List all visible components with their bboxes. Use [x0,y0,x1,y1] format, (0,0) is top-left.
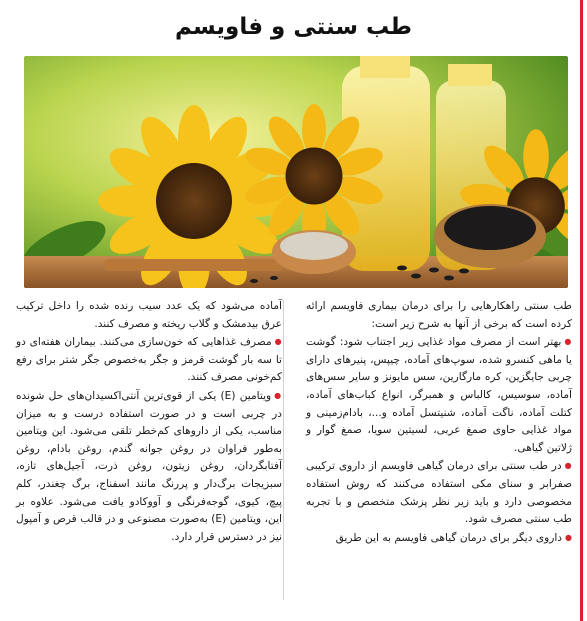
right-intro-paragraph: طب سنتی راهکارهایی را برای درمان بیماری فاویسم ارائه کرده است که برخی از آنها به شرح زیر است: [306,300,572,330]
left-bullet-text-2: ویتامین (E) یکی از قوی‌ترین آنتی‌اکسیدان‌های حل شونده در چربی است و در صورت استفاده درست و به میزان مناسب، یکی از داروهای کم‌خطر تلقی می‌شود. این ویتامین به‌طور فراوان در روغن جوانه گندم، روغن بادام، روغن آفتابگردان، روغن زیتون، روغن ذرت، آجیل‌های تازه، سبزیجات برگ‌دار و پررنگ مانند اسفناج، برگ چغندر، کلم پیچ، کیوی، گوجه‌فرنگی و آووکادو یافت می‌شود. علاوه بر این، ویتامین (E) به‌صورت مصنوعی و در قالب قرص و آمپول نیز در دسترس قرار دارد. [16,389,282,543]
right-bullet-text-2: در طب سنتی برای درمان گیاهی فاویسم از داروی ترکیبی صفرابر و سنای مکی استفاده می‌کنند که روش استفاده مخصوصی دارد و باید زیر نظر پزشک متخصص و با تجربه طب سنتی مصرف شود. [306,460,572,526]
column-divider [283,300,284,600]
left-intro-paragraph: آماده می‌شود که یک عدد سیب رنده شده را داخل ترکیب عرق بیدمشک و گلاب ریخته و مصرف کنند. [16,300,282,330]
right-column [306,298,572,547]
right-bullet-text-3: داروی دیگر برای درمان گیاهی فاویسم به این طریق [335,531,563,544]
left-bullet-blood-building-foods [16,333,282,387]
article-title: طب سنتی و فاویسم [174,14,413,40]
right-bullet-other-remedy [306,529,572,548]
left-column [16,298,282,546]
article-body [16,298,572,618]
left-bullet-text-1: مصرف غذاهایی که خون‌سازی می‌کنند. بیماران هفته‌ای دو تا سه بار گوشت قرمز و جگر به‌خصوص جگر شتر برای رفع کم‌خونی مصرف کنند. [16,336,282,384]
page-edge-rule [580,0,583,621]
sunflower-oil-illustration [24,56,568,288]
left-bullet-vitamin-e [16,387,282,546]
right-bullet-foods-to-avoid [306,333,572,457]
article-photo [24,56,568,288]
right-bullet-text-1: بهتر است از مصرف مواد غذایی زیر اجتناب شود: گوشت یا ماهی کنسرو شده، سوپ‌های آماده، چیپس، پنیرهای دارای چربی جایگزین، کره مارگارین، سس مایونز و سایر سس‌های آماده، سوسیس، کالباس و همبرگر، انواع کباب‌های آماده، کتلت آماده، ناگت آماده، شنیتسل آماده و...، بادام‌زمینی و مواد غذایی حاوی صمغ عربی، لسیتین سویا، صمغ گوار و ژلاتین گیاهی. [306,336,572,454]
right-bullet-herbal-treatment [306,457,572,528]
